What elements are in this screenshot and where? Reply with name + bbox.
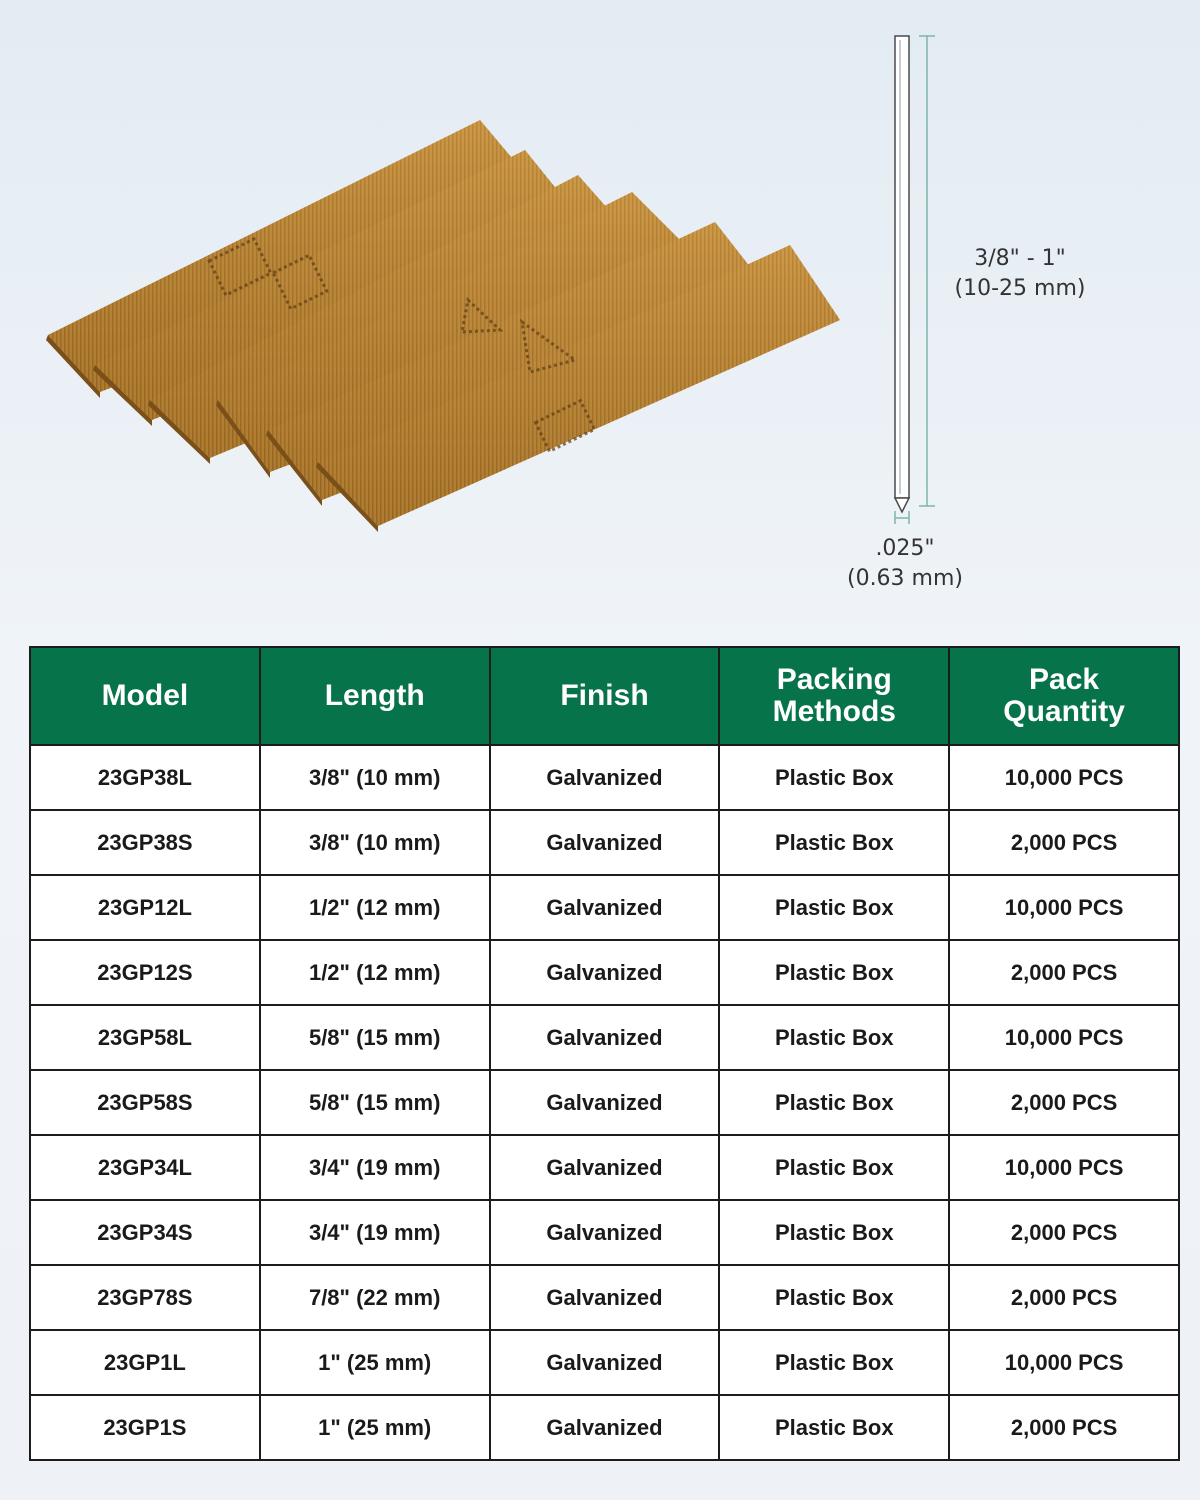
cell-packing-method: Plastic Box: [719, 810, 949, 875]
table-row: [30, 1265, 1179, 1330]
table-body: [30, 745, 1179, 1460]
spec-table: [29, 646, 1180, 1461]
cell-model: 23GP38L: [30, 745, 260, 810]
length-range-inches: 3/8" - 1": [974, 246, 1066, 271]
cell-packing-method: Plastic Box: [719, 1265, 949, 1330]
cell-length: 1/2" (12 mm): [260, 875, 490, 940]
table-header-row: [30, 647, 1179, 745]
cell-model: 23GP34L: [30, 1135, 260, 1200]
cell-model: 23GP58S: [30, 1070, 260, 1135]
length-range-label: [940, 244, 1100, 304]
table-row: [30, 745, 1179, 810]
cell-finish: Galvanized: [490, 940, 720, 1005]
cell-model: 23GP78S: [30, 1265, 260, 1330]
gauge-label: [830, 534, 980, 594]
table-row: [30, 1330, 1179, 1395]
table-row: [30, 940, 1179, 1005]
cell-finish: Galvanized: [490, 1330, 720, 1395]
single-pin-nail: [895, 36, 909, 512]
cell-length: 1" (25 mm): [260, 1330, 490, 1395]
cell-pack-quantity: 10,000 PCS: [949, 745, 1179, 810]
header-finish: Finish: [490, 647, 720, 745]
table-row: [30, 1070, 1179, 1135]
cell-model: 23GP12L: [30, 875, 260, 940]
cell-length: 5/8" (15 mm): [260, 1070, 490, 1135]
cell-finish: Galvanized: [490, 1395, 720, 1460]
cell-finish: Galvanized: [490, 745, 720, 810]
cell-packing-method: Plastic Box: [719, 1200, 949, 1265]
table-row: [30, 1135, 1179, 1200]
cell-length: 3/4" (19 mm): [260, 1135, 490, 1200]
cell-pack-quantity: 2,000 PCS: [949, 810, 1179, 875]
nail-strips: [46, 120, 840, 532]
cell-finish: Galvanized: [490, 1265, 720, 1330]
table-row: [30, 1395, 1179, 1460]
header-packing-methods: Packing Methods: [719, 647, 949, 745]
cell-model: 23GP38S: [30, 810, 260, 875]
cell-model: 23GP12S: [30, 940, 260, 1005]
table-row: [30, 1005, 1179, 1070]
cell-finish: Galvanized: [490, 1200, 720, 1265]
table-row: [30, 875, 1179, 940]
cell-finish: Galvanized: [490, 1070, 720, 1135]
cell-length: 3/8" (10 mm): [260, 745, 490, 810]
cell-pack-quantity: 2,000 PCS: [949, 940, 1179, 1005]
cell-pack-quantity: 10,000 PCS: [949, 1005, 1179, 1070]
cell-pack-quantity: 2,000 PCS: [949, 1200, 1179, 1265]
cell-pack-quantity: 10,000 PCS: [949, 1330, 1179, 1395]
cell-finish: Galvanized: [490, 1135, 720, 1200]
cell-length: 3/4" (19 mm): [260, 1200, 490, 1265]
cell-model: 23GP1S: [30, 1395, 260, 1460]
cell-packing-method: Plastic Box: [719, 1330, 949, 1395]
cell-length: 7/8" (22 mm): [260, 1265, 490, 1330]
cell-packing-method: Plastic Box: [719, 1005, 949, 1070]
cell-pack-quantity: 2,000 PCS: [949, 1265, 1179, 1330]
cell-finish: Galvanized: [490, 810, 720, 875]
cell-packing-method: Plastic Box: [719, 875, 949, 940]
length-dimension-line: [919, 36, 935, 506]
table-row: [30, 1200, 1179, 1265]
cell-length: 1" (25 mm): [260, 1395, 490, 1460]
cell-packing-method: Plastic Box: [719, 1070, 949, 1135]
header-length: Length: [260, 647, 490, 745]
cell-model: 23GP58L: [30, 1005, 260, 1070]
cell-finish: Galvanized: [490, 1005, 720, 1070]
cell-packing-method: Plastic Box: [719, 1395, 949, 1460]
cell-length: 3/8" (10 mm): [260, 810, 490, 875]
cell-pack-quantity: 2,000 PCS: [949, 1395, 1179, 1460]
cell-length: 5/8" (15 mm): [260, 1005, 490, 1070]
product-illustration: [0, 0, 1200, 620]
cell-packing-method: Plastic Box: [719, 940, 949, 1005]
cell-pack-quantity: 2,000 PCS: [949, 1070, 1179, 1135]
gauge-inches: .025": [875, 536, 935, 561]
cell-pack-quantity: 10,000 PCS: [949, 1135, 1179, 1200]
cell-model: 23GP1L: [30, 1330, 260, 1395]
header-model: Model: [30, 647, 260, 745]
cell-model: 23GP34S: [30, 1200, 260, 1265]
table-row: [30, 810, 1179, 875]
cell-finish: Galvanized: [490, 875, 720, 940]
cell-length: 1/2" (12 mm): [260, 940, 490, 1005]
header-pack-quantity: Pack Quantity: [949, 647, 1179, 745]
gauge-mm: (0.63 mm): [846, 566, 963, 591]
length-range-mm: (10-25 mm): [954, 276, 1086, 301]
cell-packing-method: Plastic Box: [719, 1135, 949, 1200]
cell-packing-method: Plastic Box: [719, 745, 949, 810]
pin-nail-strips-image: [0, 0, 1200, 620]
cell-pack-quantity: 10,000 PCS: [949, 875, 1179, 940]
